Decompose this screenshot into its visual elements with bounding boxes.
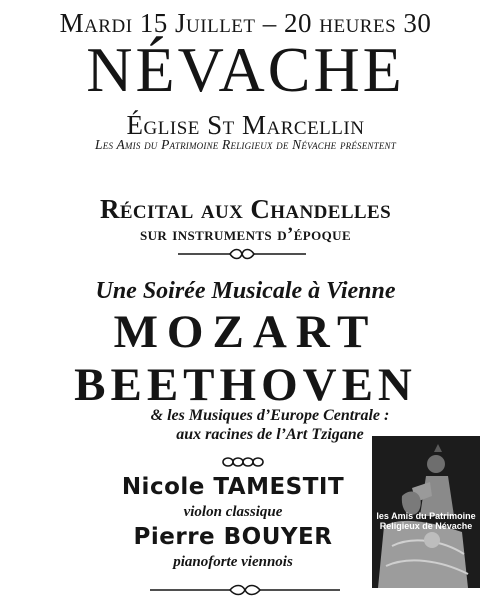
music-line-2: aux racines de l’Art Tzigane (176, 426, 364, 443)
performer-1-name: Nicole TAMESTIT (121, 474, 345, 500)
music-line-1: & les Musiques d’Europe Centrale : (150, 407, 390, 424)
badge-caption (372, 511, 480, 531)
composer-beethoven: BEETHOVEN (74, 359, 417, 411)
program-title: Une Soirée Musicale à Vienne (95, 278, 396, 304)
church-name: Église St Marcellin (126, 110, 365, 140)
badge-line-2: Religieux de Névache (379, 521, 473, 531)
chain-ornament (222, 456, 266, 468)
flourish-ornament-top (178, 247, 306, 261)
composer-mozart: MOZART (113, 306, 378, 358)
badge-line-1: les Amis du Patrimoine (376, 511, 476, 521)
performer-1-instrument: violon classique (183, 504, 283, 520)
date-line: Mardi 15 Juillet – 20 heures 30 (59, 8, 432, 38)
association-badge-image (372, 436, 480, 588)
flourish-ornament-bottom (150, 584, 340, 596)
performer-2-name: Pierre BOUYER (133, 524, 333, 550)
town-title: NÉVACHE (86, 34, 405, 105)
presenters-line: Les Amis du Patrimoine Religieux de Névache présentent (95, 137, 396, 152)
event-title: Récital aux Chandelles (99, 194, 392, 224)
event-subtitle: sur instruments d’époque (139, 224, 352, 245)
performer-2-instrument: pianoforte viennois (173, 554, 293, 570)
